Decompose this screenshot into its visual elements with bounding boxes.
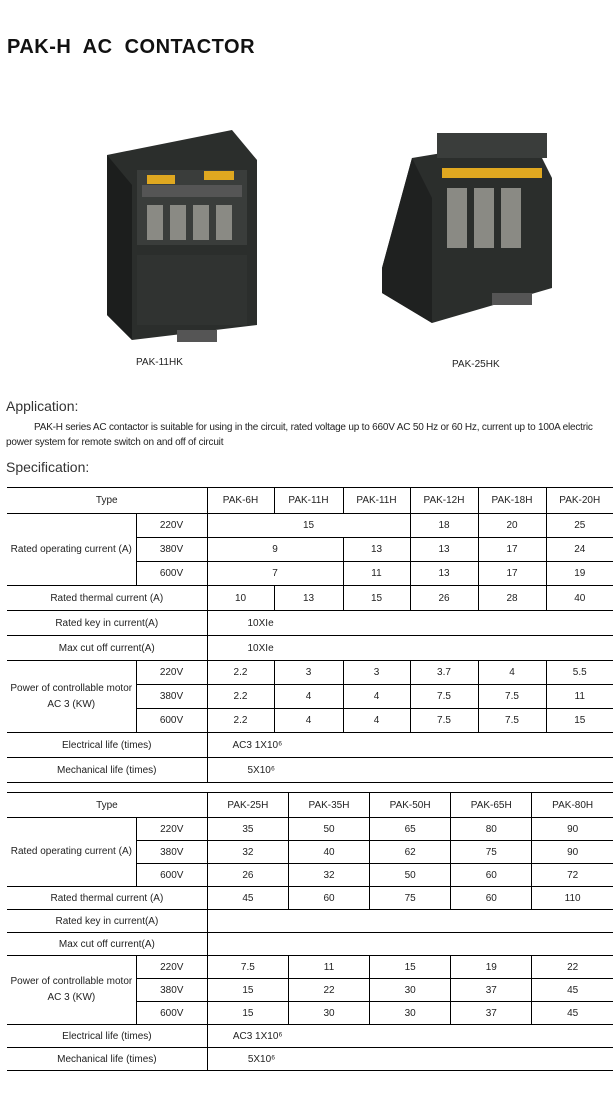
table-row [7, 818, 613, 841]
value-cell: 11 [288, 956, 369, 979]
value-cell: 4 [478, 661, 546, 685]
value-cell: 7.5 [478, 709, 546, 733]
voltage-label: 220V [136, 661, 207, 685]
voltage-label: 220V [136, 514, 207, 538]
value-cell: 11 [343, 562, 410, 586]
value-cell: 15 [207, 1002, 288, 1025]
value-cell: 20 [478, 514, 546, 538]
model-header: PAK-11H [343, 488, 410, 514]
value-cell: 30 [370, 979, 451, 1002]
value-cell: 4 [343, 709, 410, 733]
value-cell: 62 [370, 841, 451, 864]
key-in-value [207, 910, 613, 933]
value-cell: 45 [532, 979, 613, 1002]
table-row [7, 661, 613, 685]
value-cell: 72 [532, 864, 613, 887]
value-cell: 45 [532, 1002, 613, 1025]
value-cell: 7.5 [478, 685, 546, 709]
voltage-label: 380V [136, 538, 207, 562]
key-in-label: Rated key in current(A) [7, 910, 207, 933]
value-cell: 25 [546, 514, 613, 538]
table-row [7, 1025, 613, 1048]
value-cell: 32 [207, 841, 288, 864]
voltage-label: 600V [136, 864, 207, 887]
mechanical-life-value: 5X10⁶ [207, 1048, 613, 1071]
spec-table-1 [7, 487, 613, 783]
table-row [7, 514, 613, 538]
rated-operating-label: Rated operating current (A) [7, 818, 136, 887]
value-cell: 110 [532, 887, 613, 910]
model-header: PAK-65H [451, 793, 532, 818]
value-cell: 13 [343, 538, 410, 562]
value-cell: 30 [288, 1002, 369, 1025]
value-cell: 17 [478, 538, 546, 562]
model-header: PAK-25H [207, 793, 288, 818]
value-cell: 50 [370, 864, 451, 887]
value-cell: 3.7 [410, 661, 478, 685]
value-cell: 37 [451, 979, 532, 1002]
model-header: PAK-80H [532, 793, 613, 818]
table-row [7, 887, 613, 910]
type-header: Type [7, 793, 207, 818]
max-cut-label: Max cut off current(A) [7, 933, 207, 956]
value-cell: 7.5 [410, 685, 478, 709]
thermal-label: Rated thermal current (A) [7, 586, 207, 611]
max-cut-value [207, 933, 613, 956]
table-row [7, 758, 613, 783]
voltage-label: 220V [136, 818, 207, 841]
table-row [7, 636, 613, 661]
value-cell: 28 [478, 586, 546, 611]
page-title: PAK-H AC CONTACTOR [7, 36, 256, 58]
value-cell: 22 [288, 979, 369, 1002]
mechanical-life-label: Mechanical life (times) [7, 758, 207, 783]
value-cell: 2.2 [207, 685, 274, 709]
value-cell: 7 [207, 562, 343, 586]
value-cell: 75 [451, 841, 532, 864]
voltage-label: 380V [136, 979, 207, 1002]
model-header: PAK-6H [207, 488, 274, 514]
power-label: Power of controllable motor AC 3 (KW) [7, 661, 136, 733]
value-cell: 3 [343, 661, 410, 685]
value-cell: 15 [370, 956, 451, 979]
value-cell: 15 [546, 709, 613, 733]
value-cell: 15 [207, 514, 410, 538]
value-cell: 19 [546, 562, 613, 586]
rated-operating-label: Rated operating current (A) [7, 514, 136, 586]
electrical-life-label: Electrical life (times) [7, 1025, 207, 1048]
mechanical-life-value: 5X10⁶ [207, 758, 613, 783]
power-label: Power of controllable motor AC 3 (KW) [7, 956, 136, 1025]
value-cell: 24 [546, 538, 613, 562]
value-cell: 18 [410, 514, 478, 538]
value-cell: 32 [288, 864, 369, 887]
key-in-label: Rated key in current(A) [7, 611, 207, 636]
value-cell: 60 [288, 887, 369, 910]
spec-table-2 [7, 792, 613, 1071]
voltage-label: 380V [136, 685, 207, 709]
value-cell: 4 [274, 685, 343, 709]
product-caption: PAK-25HK [452, 359, 500, 370]
value-cell: 65 [370, 818, 451, 841]
value-cell: 90 [532, 841, 613, 864]
value-cell: 60 [451, 887, 532, 910]
value-cell: 60 [451, 864, 532, 887]
voltage-label: 380V [136, 841, 207, 864]
product-photo-pak-11hk [92, 125, 272, 350]
model-header: PAK-50H [370, 793, 451, 818]
specification-heading: Specification: [6, 459, 90, 475]
value-cell: 13 [410, 538, 478, 562]
application-text: PAK-H series AC contactor is suitable for using in the circuit, rated voltage up to 660V AC 50 Hz or 60 Hz, current up to 100A electric power system for remote switch on and off of circuit [6, 422, 593, 448]
model-header: PAK-12H [410, 488, 478, 514]
value-cell: 5.5 [546, 661, 613, 685]
value-cell: 11 [546, 685, 613, 709]
value-cell: 15 [343, 586, 410, 611]
value-cell: 4 [343, 685, 410, 709]
value-cell: 10 [207, 586, 274, 611]
value-cell: 17 [478, 562, 546, 586]
value-cell: 30 [370, 1002, 451, 1025]
value-cell: 45 [207, 887, 288, 910]
table-row [7, 910, 613, 933]
header-row [7, 488, 613, 514]
voltage-label: 220V [136, 956, 207, 979]
application-heading: Application: [6, 398, 79, 414]
value-cell: 22 [532, 956, 613, 979]
table-row [7, 611, 613, 636]
max-cut-value: 10XIe [207, 636, 613, 661]
product-caption: PAK-11HK [136, 357, 183, 368]
value-cell: 7.5 [207, 956, 288, 979]
type-header: Type [7, 488, 207, 514]
model-header: PAK-18H [478, 488, 546, 514]
value-cell: 35 [207, 818, 288, 841]
thermal-label: Rated thermal current (A) [7, 887, 207, 910]
model-header: PAK-11H [274, 488, 343, 514]
table-row [7, 733, 613, 758]
value-cell: 13 [410, 562, 478, 586]
voltage-label: 600V [136, 709, 207, 733]
model-header: PAK-20H [546, 488, 613, 514]
electrical-life-value: AC3 1X10⁶ [207, 733, 613, 758]
table-row [7, 933, 613, 956]
electrical-life-value: AC3 1X10⁶ [207, 1025, 613, 1048]
value-cell: 7.5 [410, 709, 478, 733]
key-in-value: 10XIe [207, 611, 613, 636]
value-cell: 9 [207, 538, 343, 562]
value-cell: 2.2 [207, 709, 274, 733]
value-cell: 40 [288, 841, 369, 864]
value-cell: 4 [274, 709, 343, 733]
value-cell: 2.2 [207, 661, 274, 685]
value-cell: 26 [207, 864, 288, 887]
max-cut-label: Max cut off current(A) [7, 636, 207, 661]
table-row [7, 1048, 613, 1071]
model-header: PAK-35H [288, 793, 369, 818]
value-cell: 19 [451, 956, 532, 979]
table-row [7, 956, 613, 979]
value-cell: 90 [532, 818, 613, 841]
value-cell: 13 [274, 586, 343, 611]
table-row [7, 586, 613, 611]
electrical-life-label: Electrical life (times) [7, 733, 207, 758]
product-photo-pak-25hk [372, 118, 562, 338]
value-cell: 3 [274, 661, 343, 685]
value-cell: 80 [451, 818, 532, 841]
voltage-label: 600V [136, 562, 207, 586]
value-cell: 75 [370, 887, 451, 910]
value-cell: 37 [451, 1002, 532, 1025]
mechanical-life-label: Mechanical life (times) [7, 1048, 207, 1071]
value-cell: 15 [207, 979, 288, 1002]
value-cell: 40 [546, 586, 613, 611]
header-row [7, 793, 613, 818]
value-cell: 50 [288, 818, 369, 841]
value-cell: 26 [410, 586, 478, 611]
voltage-label: 600V [136, 1002, 207, 1025]
